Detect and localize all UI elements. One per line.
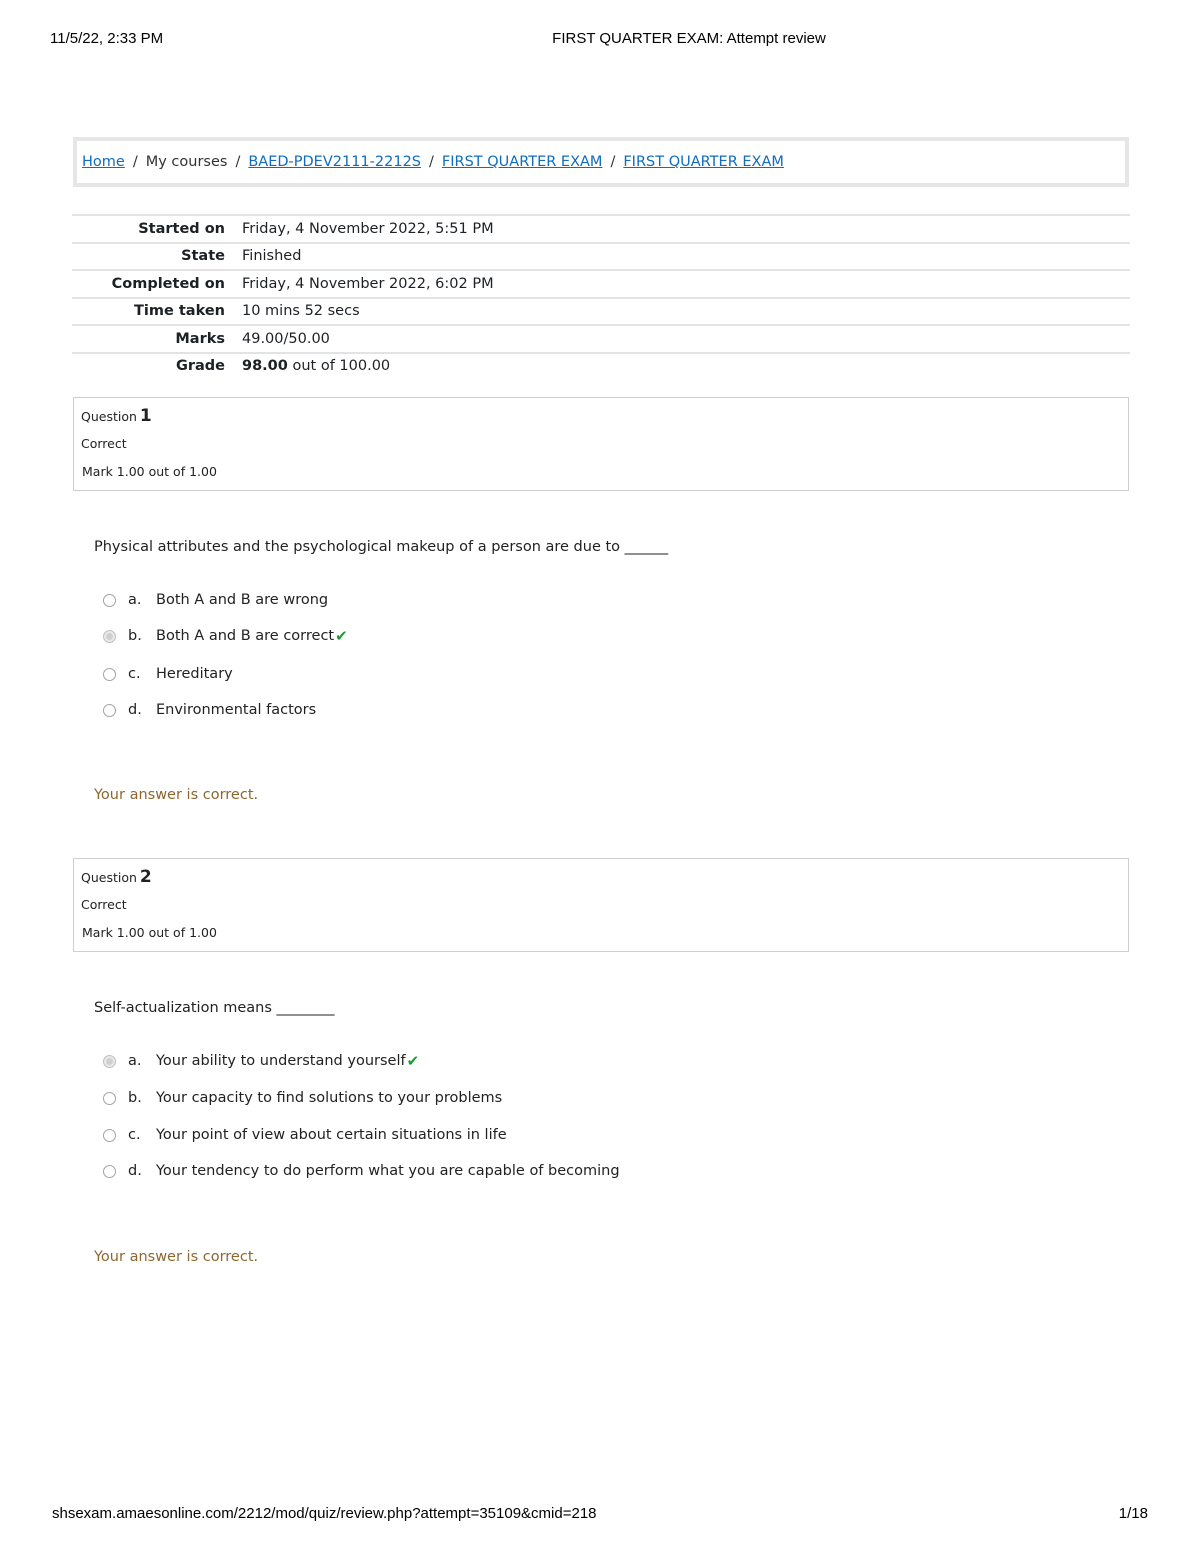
summary-label: Started on (72, 215, 242, 243)
question-label: Question (81, 870, 137, 885)
summary-row-marks (72, 325, 1130, 353)
check-icon: ✔ (335, 627, 348, 645)
radio-button[interactable] (103, 1165, 116, 1178)
breadcrumb-course-link[interactable]: BAED-PDEV2111-2212S (248, 154, 421, 170)
question-label: Question (81, 409, 137, 424)
option-letter: a. (128, 592, 142, 608)
question-mark: Mark 1.00 out of 1.00 (82, 925, 217, 940)
summary-value: 10 mins 52 secs (242, 298, 1130, 326)
option-letter: a. (128, 1053, 142, 1069)
summary-label: Time taken (72, 298, 242, 326)
summary-row-completed (72, 270, 1130, 298)
breadcrumb-separator: / (132, 154, 138, 170)
print-page-number: 1/18 (1118, 1505, 1148, 1522)
print-title: FIRST QUARTER EXAM: Attempt review (552, 30, 826, 47)
option-letter: b. (128, 628, 142, 644)
summary-row-state (72, 243, 1130, 271)
question-number-value: 1 (139, 406, 152, 426)
option-letter: d. (128, 1163, 142, 1179)
print-datetime: 11/5/22, 2:33 PM (50, 30, 164, 47)
summary-label: Completed on (72, 270, 242, 298)
breadcrumb-separator: / (610, 154, 616, 170)
answer-option-selected[interactable] (103, 625, 348, 647)
check-icon: ✔ (406, 1052, 420, 1070)
radio-button-checked[interactable] (103, 1055, 116, 1068)
option-text: Your ability to understand yourself (156, 1053, 406, 1069)
breadcrumb (73, 137, 1129, 187)
summary-label: State (72, 243, 242, 271)
radio-button[interactable] (103, 1092, 116, 1105)
summary-value: Friday, 4 November 2022, 6:02 PM (242, 270, 1130, 298)
answer-option-selected[interactable] (103, 1050, 419, 1072)
breadcrumb-home-link[interactable]: Home (82, 154, 125, 170)
radio-button[interactable] (103, 668, 116, 681)
summary-row-grade (72, 353, 1130, 380)
summary-value (242, 353, 1130, 380)
option-letter: c. (128, 1127, 141, 1143)
print-url: shsexam.amaesonline.com/2212/mod/quiz/review.php?attempt=35109&cmid=218 (52, 1505, 597, 1522)
question-info-box (73, 397, 1129, 491)
print-footer (0, 1505, 1200, 1525)
option-text: Your capacity to find solutions to your problems (156, 1090, 503, 1106)
option-text: Environmental factors (156, 702, 317, 718)
option-letter: d. (128, 702, 142, 718)
answer-feedback: Your answer is correct. (94, 1249, 259, 1265)
question-number (81, 867, 152, 887)
question-state: Correct (81, 897, 127, 912)
breadcrumb-my-courses: My courses (145, 154, 228, 170)
summary-row-time-taken (72, 298, 1130, 326)
question-number-value: 2 (139, 867, 152, 887)
question-info-box (73, 858, 1129, 952)
radio-button[interactable] (103, 594, 116, 607)
breadcrumb-section-link[interactable]: FIRST QUARTER EXAM (441, 154, 603, 170)
breadcrumb-quiz-link[interactable]: FIRST QUARTER EXAM (623, 154, 784, 170)
grade-score: 98.00 (242, 358, 288, 375)
answer-feedback: Your answer is correct. (94, 787, 259, 803)
summary-label: Grade (72, 353, 242, 380)
option-text: Hereditary (156, 666, 233, 682)
question-number (81, 406, 152, 426)
question-state: Correct (81, 436, 127, 451)
question-text: Self-actualization means ________ (94, 1000, 335, 1016)
option-text: Both A and B are correct (156, 628, 335, 644)
answer-option[interactable] (103, 699, 316, 721)
breadcrumb-separator: / (429, 154, 434, 170)
radio-button-checked[interactable] (103, 630, 116, 643)
answer-option[interactable] (103, 1124, 507, 1146)
answer-option[interactable] (103, 663, 233, 685)
attempt-summary-table (72, 214, 1130, 379)
summary-value: Friday, 4 November 2022, 5:51 PM (242, 215, 1130, 243)
answer-option[interactable] (103, 1160, 620, 1182)
summary-label: Marks (72, 325, 242, 353)
option-text: Both A and B are wrong (156, 592, 329, 608)
breadcrumb-separator: / (235, 154, 241, 170)
print-header (0, 30, 1200, 50)
option-text: Your point of view about certain situations in life (156, 1127, 507, 1143)
option-letter: c. (128, 666, 141, 682)
radio-button[interactable] (103, 1129, 116, 1142)
summary-value: Finished (242, 243, 1130, 271)
grade-out-of: out of 100.00 (287, 358, 391, 375)
answer-option[interactable] (103, 1087, 502, 1109)
question-text: Physical attributes and the psychological makeup of a person are due to ______ (94, 539, 669, 555)
summary-row-started (72, 215, 1130, 243)
option-letter: b. (128, 1090, 142, 1106)
answer-option[interactable] (103, 589, 328, 611)
option-text: Your tendency to do perform what you are capable of becoming (156, 1163, 620, 1179)
question-mark: Mark 1.00 out of 1.00 (82, 464, 217, 479)
summary-value: 49.00/50.00 (242, 325, 1130, 353)
radio-button[interactable] (103, 704, 116, 717)
